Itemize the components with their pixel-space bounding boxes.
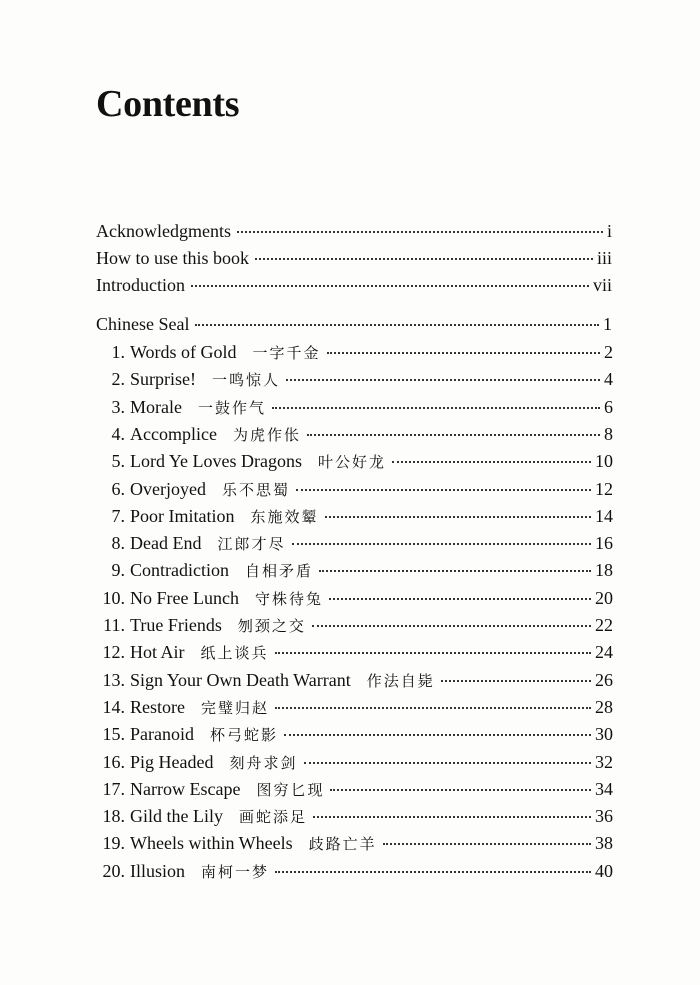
chapter-page: 26	[595, 669, 613, 690]
chapter-title: Illusion	[130, 860, 186, 881]
chapter-page: 14	[595, 505, 613, 526]
chapter-page: 32	[595, 751, 613, 772]
toc-entry-chapter[interactable]	[97, 696, 613, 720]
dot-leader	[312, 625, 591, 627]
chapter-number: 18.	[102, 806, 125, 827]
toc-entry-chapter[interactable]	[97, 532, 613, 556]
chapter-title: Narrow Escape	[130, 778, 241, 799]
chapter-page: 36	[595, 806, 613, 827]
toc-entry-chapter[interactable]	[97, 450, 613, 474]
dot-leader	[319, 570, 591, 572]
chapter-number: 20.	[102, 860, 125, 881]
chapter-title: Sign Your Own Death Warrant	[130, 669, 351, 690]
dot-leader	[307, 434, 600, 436]
dot-leader	[237, 231, 603, 233]
dot-leader	[304, 762, 592, 764]
chapter-title: Hot Air	[130, 642, 185, 663]
chapter-page: 2	[604, 342, 613, 362]
dot-leader	[292, 543, 592, 545]
chapter-title: Overjoyed	[130, 478, 206, 499]
chapter-chinese-title: 歧路亡羊	[308, 837, 377, 854]
toc-entry-chapter[interactable]	[97, 423, 613, 447]
dot-leader	[275, 652, 591, 654]
toc-entry-chapter[interactable]	[97, 341, 613, 365]
dot-leader	[441, 680, 591, 682]
chapter-chinese-title: 一字千金	[252, 346, 321, 362]
chapter-title: Accomplice	[130, 423, 217, 444]
chapter-title: Morale	[130, 396, 182, 417]
chapter-number: 17.	[102, 778, 125, 799]
chapter-number: 12.	[102, 642, 125, 663]
toc-entry-chapter[interactable]	[97, 641, 613, 665]
chapter-chinese-title: 一鼓作气	[197, 400, 266, 417]
chapter-chinese-title: 乐不思蜀	[221, 482, 290, 499]
chapter-page: 30	[595, 724, 613, 745]
dot-leader	[286, 379, 600, 381]
chapter-number: 11.	[103, 615, 125, 635]
chapter-chinese-title: 完璧归赵	[200, 700, 269, 717]
toc-entry-chapter[interactable]	[97, 368, 613, 392]
chapter-chinese-title: 为虎作伥	[232, 427, 301, 444]
dot-leader	[392, 461, 591, 463]
chapter-title: Pig Headed	[130, 751, 214, 772]
chapter-title: Surprise!	[130, 369, 196, 390]
dot-leader	[327, 352, 600, 354]
chapter-number: 13.	[102, 669, 125, 690]
chapter-page: 4	[604, 369, 613, 390]
chapter-page: 28	[595, 696, 613, 717]
toc-entry-chapter[interactable]	[97, 614, 613, 638]
page-title: Contents	[96, 83, 240, 125]
entry-page: vii	[592, 275, 612, 295]
entry-page: i	[606, 221, 612, 241]
chapter-title: Paranoid	[130, 724, 194, 745]
chapter-chinese-title: 画蛇添足	[239, 810, 308, 827]
chapter-title: Lord Ye Loves Dragons	[130, 451, 302, 472]
entry-title: How to use this book	[96, 248, 249, 268]
chapter-number: 9.	[111, 560, 125, 581]
dot-leader	[255, 258, 593, 260]
chapter-chinese-title: 自相矛盾	[244, 564, 313, 581]
entry-page: iii	[596, 248, 612, 268]
chapter-title: No Free Lunch	[130, 587, 239, 608]
chapter-number: 4.	[111, 423, 125, 444]
chapter-chinese-title: 江郎才尽	[217, 537, 286, 554]
chapter-chinese-title: 叶公好龙	[317, 455, 386, 472]
chapter-title: Poor Imitation	[130, 505, 235, 526]
dot-leader	[284, 734, 591, 736]
toc-entry-chapter[interactable]	[97, 832, 613, 856]
chapter-title: Contradiction	[130, 560, 229, 581]
chapter-title: Dead End	[130, 533, 202, 554]
chapter-chinese-title: 守株待兔	[254, 591, 323, 608]
chapter-page: 10	[595, 451, 613, 472]
toc-entry-chapter[interactable]	[97, 805, 613, 829]
chapter-number: 5.	[111, 451, 125, 472]
chapter-number: 7.	[111, 505, 125, 526]
chapter-page: 38	[595, 833, 613, 854]
toc-entry-chinese-seal[interactable]	[96, 313, 612, 335]
dot-leader	[191, 285, 589, 287]
dot-leader	[296, 489, 591, 491]
toc-entry-chapter[interactable]	[97, 505, 613, 529]
chapter-page: 20	[595, 587, 613, 608]
dot-leader	[383, 843, 591, 845]
chapter-number: 2.	[111, 369, 125, 390]
chapter-number: 15.	[102, 724, 125, 745]
chapter-chinese-title: 纸上谈兵	[200, 646, 269, 663]
entry-title: Introduction	[96, 275, 185, 295]
chapter-page: 8	[604, 423, 613, 444]
chapter-page: 40	[595, 860, 613, 881]
dot-leader	[272, 407, 600, 409]
chapter-title: Wheels within Wheels	[130, 833, 293, 854]
toc-entry-chapter[interactable]	[97, 723, 613, 747]
chapter-number: 3.	[111, 396, 125, 417]
chapter-title: Gild the Lily	[130, 806, 223, 827]
dot-leader	[195, 324, 599, 326]
chapter-page: 34	[595, 778, 613, 799]
chapter-page: 24	[595, 642, 613, 663]
chapter-number: 16.	[102, 751, 125, 772]
chapter-chinese-title: 杯弓蛇影	[209, 728, 278, 745]
chapter-page: 22	[595, 615, 613, 635]
toc-entry-chapter[interactable]	[97, 396, 613, 420]
chapter-chinese-title: 作法自毙	[366, 673, 435, 690]
toc-entry-introduction[interactable]	[96, 274, 612, 296]
chapter-title: Restore	[130, 696, 185, 717]
chapter-chinese-title: 东施效颦	[250, 509, 319, 526]
chapter-page: 6	[604, 396, 613, 417]
dot-leader	[313, 816, 591, 818]
entry-page: 1	[603, 314, 612, 334]
chapter-chinese-title: 一鸣惊人	[212, 373, 281, 390]
toc-entry-chapter[interactable]	[97, 587, 613, 611]
chapter-title: True Friends	[130, 615, 222, 635]
entry-title: Chinese Seal	[96, 314, 190, 334]
chapter-chinese-title: 刎颈之交	[237, 619, 306, 635]
chapter-number: 10.	[102, 587, 125, 608]
chapter-title: Words of Gold	[130, 342, 237, 362]
chapter-page: 16	[595, 533, 613, 554]
dot-leader	[325, 516, 591, 518]
chapter-number: 14.	[102, 696, 125, 717]
toc-entry-how-to-use[interactable]	[96, 247, 612, 269]
chapter-chinese-title: 南柯一梦	[201, 864, 270, 881]
chapter-number: 19.	[102, 833, 125, 854]
chapter-number: 8.	[111, 533, 125, 554]
dot-leader	[275, 707, 591, 709]
toc-entry-chapter[interactable]	[97, 751, 613, 775]
entry-title: Acknowledgments	[96, 221, 231, 241]
chapter-page: 12	[595, 478, 613, 499]
chapter-page: 18	[595, 560, 613, 581]
chapter-chinese-title: 图穷匕现	[256, 782, 325, 799]
toc-entry-chapter[interactable]	[97, 860, 613, 884]
toc-entry-chapter[interactable]	[97, 778, 613, 802]
toc-entry-chapter[interactable]	[97, 559, 613, 583]
dot-leader	[330, 789, 591, 791]
dot-leader	[275, 871, 591, 873]
toc-entry-acknowledgments[interactable]	[96, 220, 612, 242]
dot-leader	[329, 598, 591, 600]
toc-entry-chapter[interactable]	[97, 478, 613, 502]
chapter-number: 6.	[111, 478, 125, 499]
chapter-number: 1.	[111, 342, 125, 362]
chapter-chinese-title: 刻舟求剑	[229, 755, 298, 772]
toc-entry-chapter[interactable]	[97, 669, 613, 693]
